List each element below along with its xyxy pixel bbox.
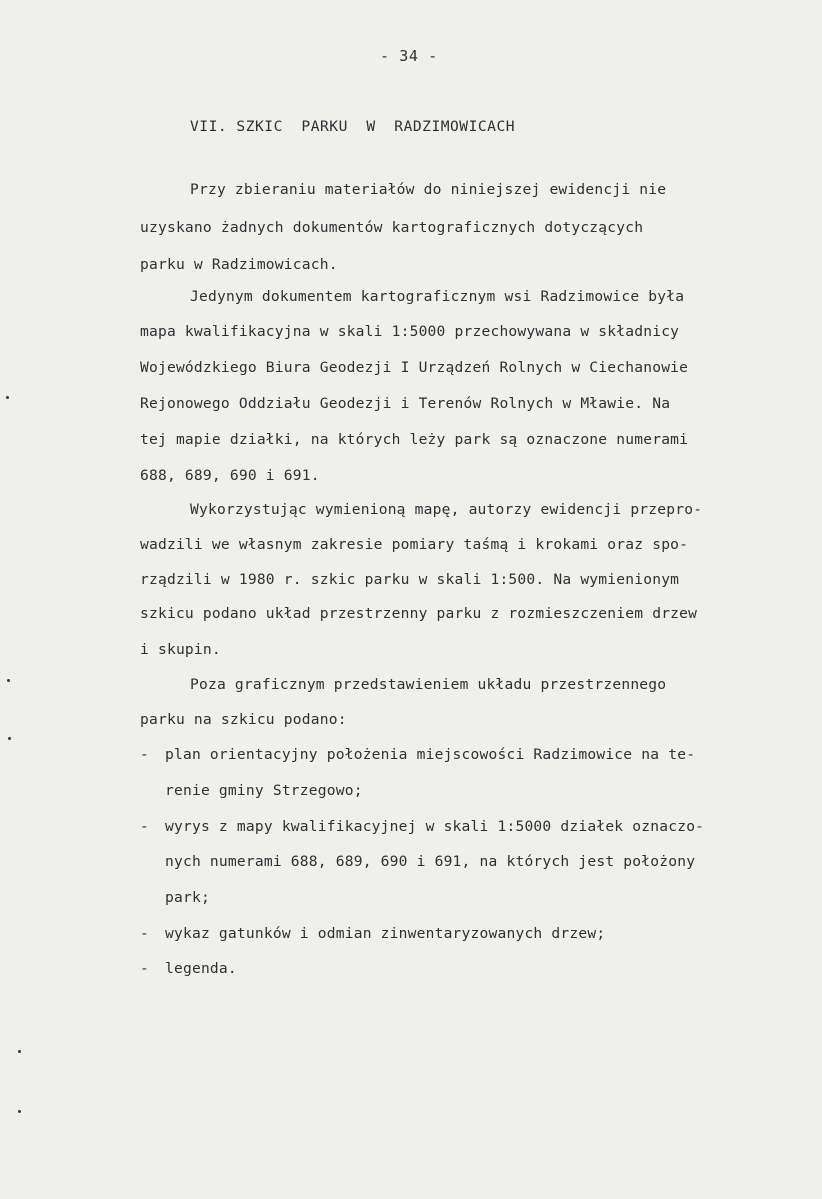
paragraph-2-line-6: 688, 689, 690 i 691.	[140, 467, 320, 484]
margin-mark	[7, 679, 10, 682]
margin-mark	[6, 396, 9, 399]
paragraph-2-line-4: Rejonowego Oddziału Geodezji i Terenów Rolnych w Mławie. Na	[140, 395, 671, 412]
paragraph-3-line-4: szkicu podano układ przestrzenny parku z rozmieszczeniem drzew	[140, 605, 698, 622]
margin-mark	[8, 737, 11, 740]
list-dash-2: -	[140, 818, 149, 835]
list-dash-1: -	[140, 746, 149, 763]
list-dash-4: -	[140, 960, 149, 977]
list-item-4-line-1: legenda.	[165, 960, 237, 977]
paragraph-2-line-2: mapa kwalifikacyjna w skali 1:5000 przechowywana w składnicy	[140, 323, 680, 340]
list-item-2-line-1: wyrys z mapy kwalifikacyjnej w skali 1:5000 działek oznaczo-	[165, 818, 705, 835]
paragraph-2-line-3: Wojewódzkiego Biura Geodezji I Urządzeń Rolnych w Ciechanowie	[140, 359, 689, 376]
list-item-1-line-1: plan orientacyjny położenia miejscowości Radzimowice na te-	[165, 746, 696, 763]
paragraph-1-line-1: Przy zbieraniu materiałów do niniejszej ewidencji nie	[190, 181, 667, 198]
margin-mark	[18, 1050, 21, 1053]
paragraph-4-line-2: parku na szkicu podano:	[140, 711, 347, 728]
paragraph-3-line-5: i skupin.	[140, 641, 221, 658]
paragraph-2-line-1: Jedynym dokumentem kartograficznym wsi Radzimowice była	[190, 288, 685, 305]
list-item-3-line-1: wykaz gatunków i odmian zinwentaryzowanych drzew;	[165, 925, 606, 942]
list-item-2-line-3: park;	[165, 889, 210, 906]
paragraph-3-line-2: wadzili we własnym zakresie pomiary taśmą i krokami oraz spo-	[140, 536, 689, 553]
page-number: - 34 -	[380, 47, 438, 65]
paragraph-3-line-1: Wykorzystując wymienioną mapę, autorzy ewidencji przepro-	[190, 501, 703, 518]
paragraph-2-line-5: tej mapie działki, na których leży park są oznaczone numerami	[140, 431, 689, 448]
paragraph-4-line-1: Poza graficznym przedstawieniem układu przestrzennego	[190, 676, 667, 693]
paragraph-3-line-3: rządzili w 1980 r. szkic parku w skali 1:500. Na wymienionym	[140, 571, 680, 588]
margin-mark	[18, 1110, 21, 1113]
paragraph-1-line-3: parku w Radzimowicach.	[140, 256, 338, 273]
paragraph-1-line-2: uzyskano żadnych dokumentów kartograficznych dotyczących	[140, 219, 644, 236]
list-item-1-line-2: renie gminy Strzegowo;	[165, 782, 363, 799]
section-title: VII. SZKIC PARKU W RADZIMOWICACH	[190, 118, 516, 135]
list-item-2-line-2: nych numerami 688, 689, 690 i 691, na których jest położony	[165, 853, 696, 870]
list-dash-3: -	[140, 925, 149, 942]
